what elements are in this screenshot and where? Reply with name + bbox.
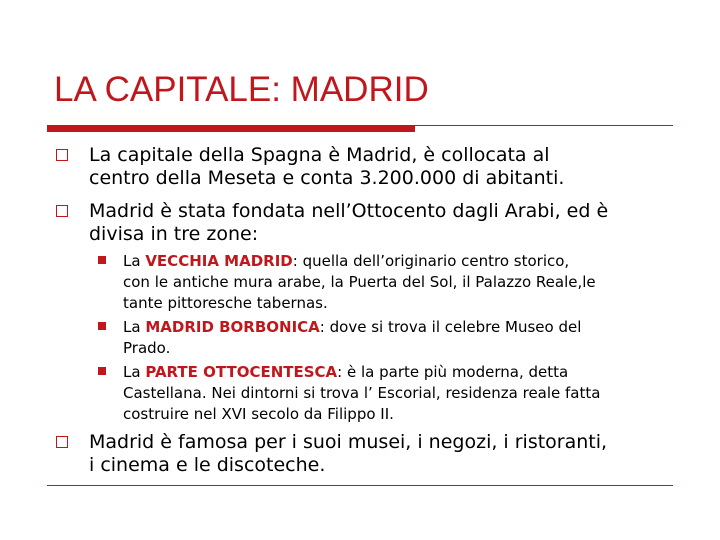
zone-line: costruire nel XVI secolo da Filippo II. bbox=[123, 405, 394, 423]
zone-first-rest: : quella dell’originario centro storico, bbox=[292, 252, 570, 270]
zone-line: con le antiche mura arabe, la Puerta del Sol, il Palazzo Reale,le bbox=[123, 273, 596, 291]
bullet-line: i cinema e le discoteche. bbox=[89, 454, 326, 476]
bullet-line: Madrid è stata fondata nell’Ottocento dagli Arabi, ed è bbox=[89, 200, 609, 222]
zone-prefix: La bbox=[123, 252, 146, 270]
slide-title: LA CAPITALE: MADRID bbox=[54, 70, 429, 109]
zone-name-highlight: MADRID BORBONICA bbox=[145, 318, 320, 336]
filled-square-bullet-icon bbox=[98, 322, 106, 330]
hollow-square-bullet-icon bbox=[56, 205, 68, 217]
zone-line: tante pittoresche tabernas. bbox=[123, 294, 328, 312]
zone-prefix: La bbox=[123, 363, 146, 381]
zone-line bbox=[123, 318, 581, 337]
filled-square-bullet-icon bbox=[98, 256, 106, 264]
hollow-square-bullet-icon bbox=[56, 436, 68, 448]
bullet-line: centro della Meseta e conta 3.200.000 di abitanti. bbox=[89, 167, 565, 189]
title-underline-thin bbox=[415, 125, 673, 126]
zone-name-highlight: VECCHIA MADRID bbox=[145, 252, 293, 270]
zone-prefix: La bbox=[123, 318, 146, 336]
bottom-rule bbox=[47, 485, 673, 486]
zone-line bbox=[123, 363, 568, 382]
bullet-line: La capitale della Spagna è Madrid, è collocata al bbox=[89, 144, 550, 166]
zone-first-rest: : è la parte più moderna, detta bbox=[337, 363, 569, 381]
zone-line: Prado. bbox=[123, 339, 171, 357]
zone-name-highlight: PARTE OTTOCENTESCA bbox=[145, 363, 338, 381]
zone-first-rest: : dove si trova il celebre Museo del bbox=[319, 318, 582, 336]
zone-line: Castellana. Nei dintorni si trova l’ Escorial, residenza reale fatta bbox=[123, 384, 601, 402]
bullet-line: Madrid è famosa per i suoi musei, i negozi, i ristoranti, bbox=[89, 431, 608, 453]
filled-square-bullet-icon bbox=[98, 367, 106, 375]
hollow-square-bullet-icon bbox=[56, 149, 68, 161]
title-underline-thick bbox=[47, 125, 415, 132]
bullet-line: divisa in tre zone: bbox=[89, 223, 259, 245]
zone-line bbox=[123, 252, 569, 271]
